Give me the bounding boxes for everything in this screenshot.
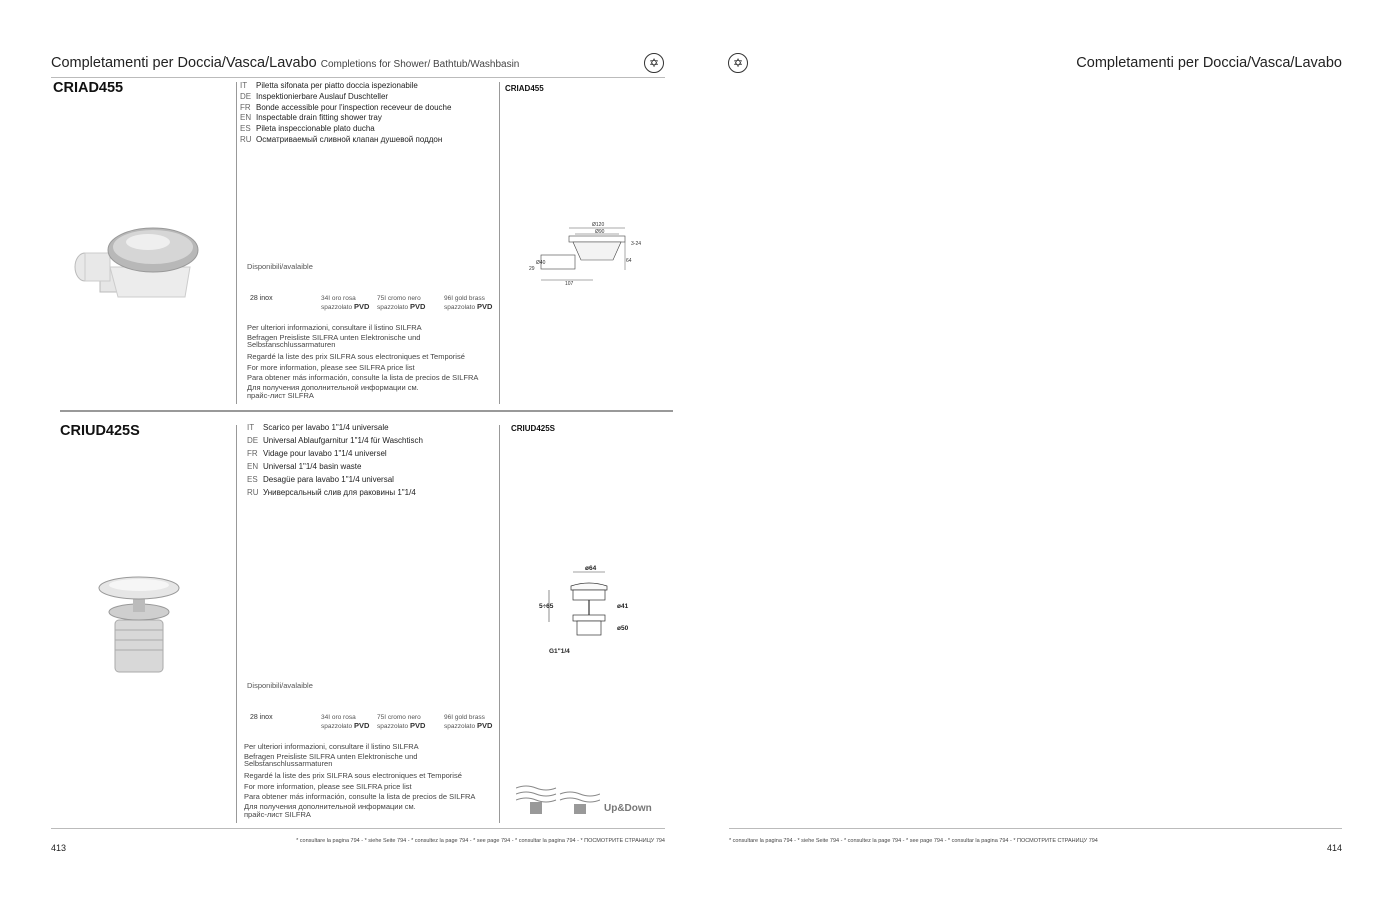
product-code: CRIAD455 [53,80,124,96]
product-image-basin-waste [97,570,182,680]
footer-note-right: * consultare la pagina 794 - * siehe Seite 794 - * consultez la page 794 - * see page 794 - * consultar la pagina 794 - * ПОСМОТРИТЕ СТРАНИЦУ 794 [729,838,1098,844]
footer-rule [51,828,665,829]
left-title-subtitle: Completions for Shower/ Bathtub/Washbasin [320,59,520,70]
finish-inox: 28 inox [250,295,273,302]
svg-text:ø50: ø50 [617,625,629,632]
svg-text:G1"1/4: G1"1/4 [549,648,570,655]
column-divider [499,82,500,404]
column-divider [236,82,237,404]
svg-text:Ø90: Ø90 [595,229,605,235]
svg-text:ø64: ø64 [585,565,597,572]
product-descriptions [247,422,423,499]
header-rule [51,77,665,78]
description-row: EN Universal 1"1/4 basin waste [247,461,362,471]
column-divider [499,425,500,823]
finish-inox: 28 inox [250,714,273,721]
left-title-main: Completamenti per Doccia/Vasca/Lavabo [51,55,317,71]
svg-text:Ø120: Ø120 [592,222,605,228]
up-down-icon [516,784,600,816]
description-row: IT Scarico per lavabo 1"1/4 universale [247,423,389,432]
description-row: DE Inspektionierbare Auslauf Duschteller [240,91,389,101]
description-row: ES Pileta inspeccionable plato ducha [240,124,375,134]
left-page-title [51,55,519,71]
product-image-shower-drain [70,222,200,302]
product-descriptions [240,81,451,146]
description-row: RU Универсальный слив для раковины 1"1/4 [247,487,416,497]
svg-text:29: 29 [529,266,535,272]
more-info-block: Per ulteriori informazioni, consultare il listino SILFRA Befragen Preisliste SILFRA unten Elektronische und Selbstanschlussarmaturen Regardé la liste des prix SILFRA sous electroniques et Temporisé For more information, please see SILFRA price list Para obtener más información, consulte la lista de precios de SILFRA Для получения дополнительной информации см. прайс-лист SILFRA [244,742,476,819]
description-row: FR Bonde accessible pour l'inspection receveur de douche [240,102,452,112]
technical-drawing [535,560,635,660]
available-label: Disponibili/avalaible [247,262,313,271]
more-info-block: Per ulteriori informazioni, consultare il listino SILFRA Befragen Preisliste SILFRA unten Elektronische und Selbstanschlussarmaturen Regardé la liste des prix SILFRA sous electroniques et Temporisé For more information, please see SILFRA price list Para obtener más información, consulte la lista de precios de SILFRA Для получения дополнительной информации см. прайс-лист SILFRA [247,323,479,400]
column-divider [236,425,237,823]
svg-text:5÷65: 5÷65 [539,603,554,610]
right-page-title: Completamenti per Doccia/Vasca/Lavabo [1076,55,1342,71]
page-number-right: 414 [1326,843,1342,853]
product-code: CRIUD425S [60,423,140,439]
description-row: ES Desagüe para lavabo 1"1/4 universal [247,474,394,484]
svg-text:3-24: 3-24 [631,241,642,247]
finish-gold-brass: 96I gold brass spazzolato PVD [444,295,493,311]
finish-cromo-nero: 75I cromo nero spazzolato PVD [377,714,426,730]
description-row: FR Vidage pour lavabo 1"1/4 universel [247,448,387,458]
svg-text:Ø40: Ø40 [536,260,546,266]
description-row: EN Inspectable drain fitting shower tray [240,113,382,123]
svg-text:ø41: ø41 [617,603,629,610]
available-label: Disponibili/avalaible [247,681,313,690]
footer-rule-right [729,828,1342,829]
drawing-code: CRIUD425S [511,424,556,433]
brand-star-logo-icon: ✡ [644,53,664,73]
description-row: IT Piletta sifonata per piatto doccia ispezionabile [240,81,418,90]
brand-star-logo-icon-right: ✡ [728,53,748,73]
finish-oro-rosa: 34I oro rosa spazzolato PVD [321,295,370,311]
drawing-code: CRIAD455 [505,84,544,93]
description-row: DE Universal Ablaufgarnitur 1"1/4 für Waschtisch [247,435,423,445]
technical-drawing [525,218,655,288]
page-number-left: 413 [51,843,67,853]
section-divider [60,410,673,412]
finish-gold-brass: 96I gold brass spazzolato PVD [444,714,493,730]
footer-note: * consultare la pagina 794 - * siehe Seite 794 - * consultez la page 794 - * see page 794 - * consultar la pagina 794 - * ПОСМОТРИТЕ СТРАНИЦУ 794 [296,838,665,844]
svg-text:107: 107 [565,281,574,287]
feature-label: Up&Down [604,803,652,814]
description-row: RU Осматриваемый сливной клапан душевой поддон [240,134,443,144]
finish-cromo-nero: 75I cromo nero spazzolato PVD [377,295,426,311]
finish-oro-rosa: 34I oro rosa spazzolato PVD [321,714,370,730]
svg-text:64: 64 [626,258,632,264]
